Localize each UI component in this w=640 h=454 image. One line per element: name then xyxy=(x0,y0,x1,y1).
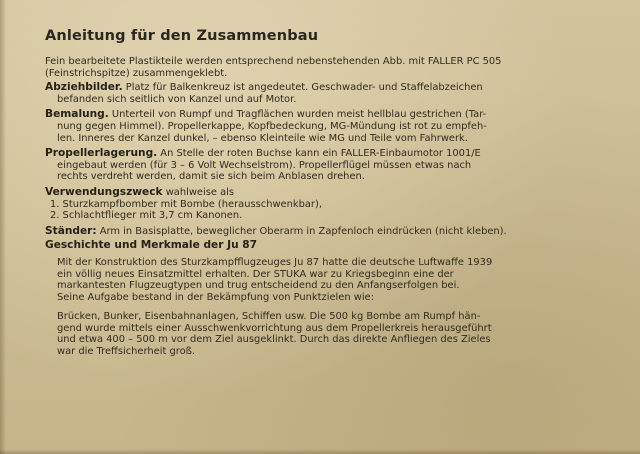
history-paragraph-2 xyxy=(45,311,620,357)
section-text: wahlweise als xyxy=(162,186,235,198)
section-text: eingebaut werden (für 3 – 6 Volt Wechselstrom). Propellerflügel müssen etwas nach xyxy=(57,159,472,171)
history-line: markantesten Flugzeugtypen und trug entscheidend zu den Anfangserfolgen bei. xyxy=(57,280,460,292)
section-geschichte xyxy=(45,240,620,252)
history-line: und etwa 400 – 500 m vor dem Ziel ausgeklinkt. Durch das direkte Anfliegen des Zieles xyxy=(57,334,491,346)
section-heading: Propellerlagerung. xyxy=(45,147,158,160)
history-line: war die Treffsicherheit groß. xyxy=(57,346,195,358)
section-text: len. Inneres der Kanzel dunkel, – ebenso Kleinteile wie MG und Teile vom Fahrwerk. xyxy=(57,132,468,144)
paper-edge-bottom xyxy=(0,449,640,454)
paper-edge-left xyxy=(0,0,6,454)
section-bemalung xyxy=(45,109,620,144)
intro-paragraph xyxy=(45,56,620,79)
section-text: An Stelle der roten Buchse kann ein FALLER-Einbaumotor 1001/E xyxy=(157,148,481,160)
intro-line: Fein bearbeitete Plastikteile werden entsprechend nebenstehenden Abb. mit FALLER PC 505 xyxy=(45,56,502,67)
section-text: rechts verdreht werden, damit sie sich beim Anblasen drehen. xyxy=(57,171,365,183)
section-heading: Bemalung. xyxy=(45,108,109,121)
section-text: Unterteil von Rumpf und Tragflächen wurden meist hellblau gestrichen (Tar- xyxy=(108,109,487,121)
history-line: Seine Aufgabe bestand in der Bekämpfung von Punktzielen wie: xyxy=(57,291,374,303)
history-line: Brücken, Bunker, Eisenbahnanlagen, Schiffen usw. Die 500 kg Bombe am Rumpf hän- xyxy=(57,311,481,323)
section-verwendungszweck xyxy=(45,187,620,222)
section-heading: Abziehbilder. xyxy=(45,81,123,94)
history-line: Mit der Konstruktion des Sturzkampfflugzeuges Ju 87 hatte die deutsche Luftwaffe 1939 xyxy=(57,256,493,268)
intro-line: (Feinstrichspitze) zusammengeklebt. xyxy=(45,67,228,79)
section-text: Arm in Basisplatte, beweglicher Oberarm in Zapfenloch eindrücken (nicht kleben). xyxy=(96,225,507,237)
section-propellerlagerung xyxy=(45,148,620,183)
page-title: Anleitung für den Zusammenbau xyxy=(45,28,319,44)
section-heading: Geschichte und Merkmale der Ju 87 xyxy=(45,239,258,252)
section-abziehbilder xyxy=(45,82,620,105)
section-text: nung gegen Himmel). Propellerkappe, Kopfbedeckung, MG-Mündung ist rot zu empfeh- xyxy=(57,120,487,132)
history-line: gend wurde mittels einer Ausschwenkvorrichtung aus dem Propellerkreis herausgeführt xyxy=(57,322,492,334)
section-text: Platz für Balkenkreuz ist angedeutet. Geschwader- und Staffelabzeichen xyxy=(122,82,483,94)
list-item: 1. Sturzkampfbomber mit Bombe (herausschwenkbar), xyxy=(50,198,322,210)
section-heading: Verwendungszweck xyxy=(45,185,163,198)
list-item: 2. Schlachtflieger mit 3,7 cm Kanonen. xyxy=(50,210,243,222)
history-paragraph-1 xyxy=(45,257,620,303)
section-staender xyxy=(45,226,620,238)
section-heading: Ständer: xyxy=(45,224,97,237)
history-line: ein völlig neues Einsatzmittel erhalten. Der STUKA war zu Kriegsbeginn eine der xyxy=(57,268,454,280)
section-text: befanden sich seitlich von Kanzel und auf Motor. xyxy=(57,93,297,105)
